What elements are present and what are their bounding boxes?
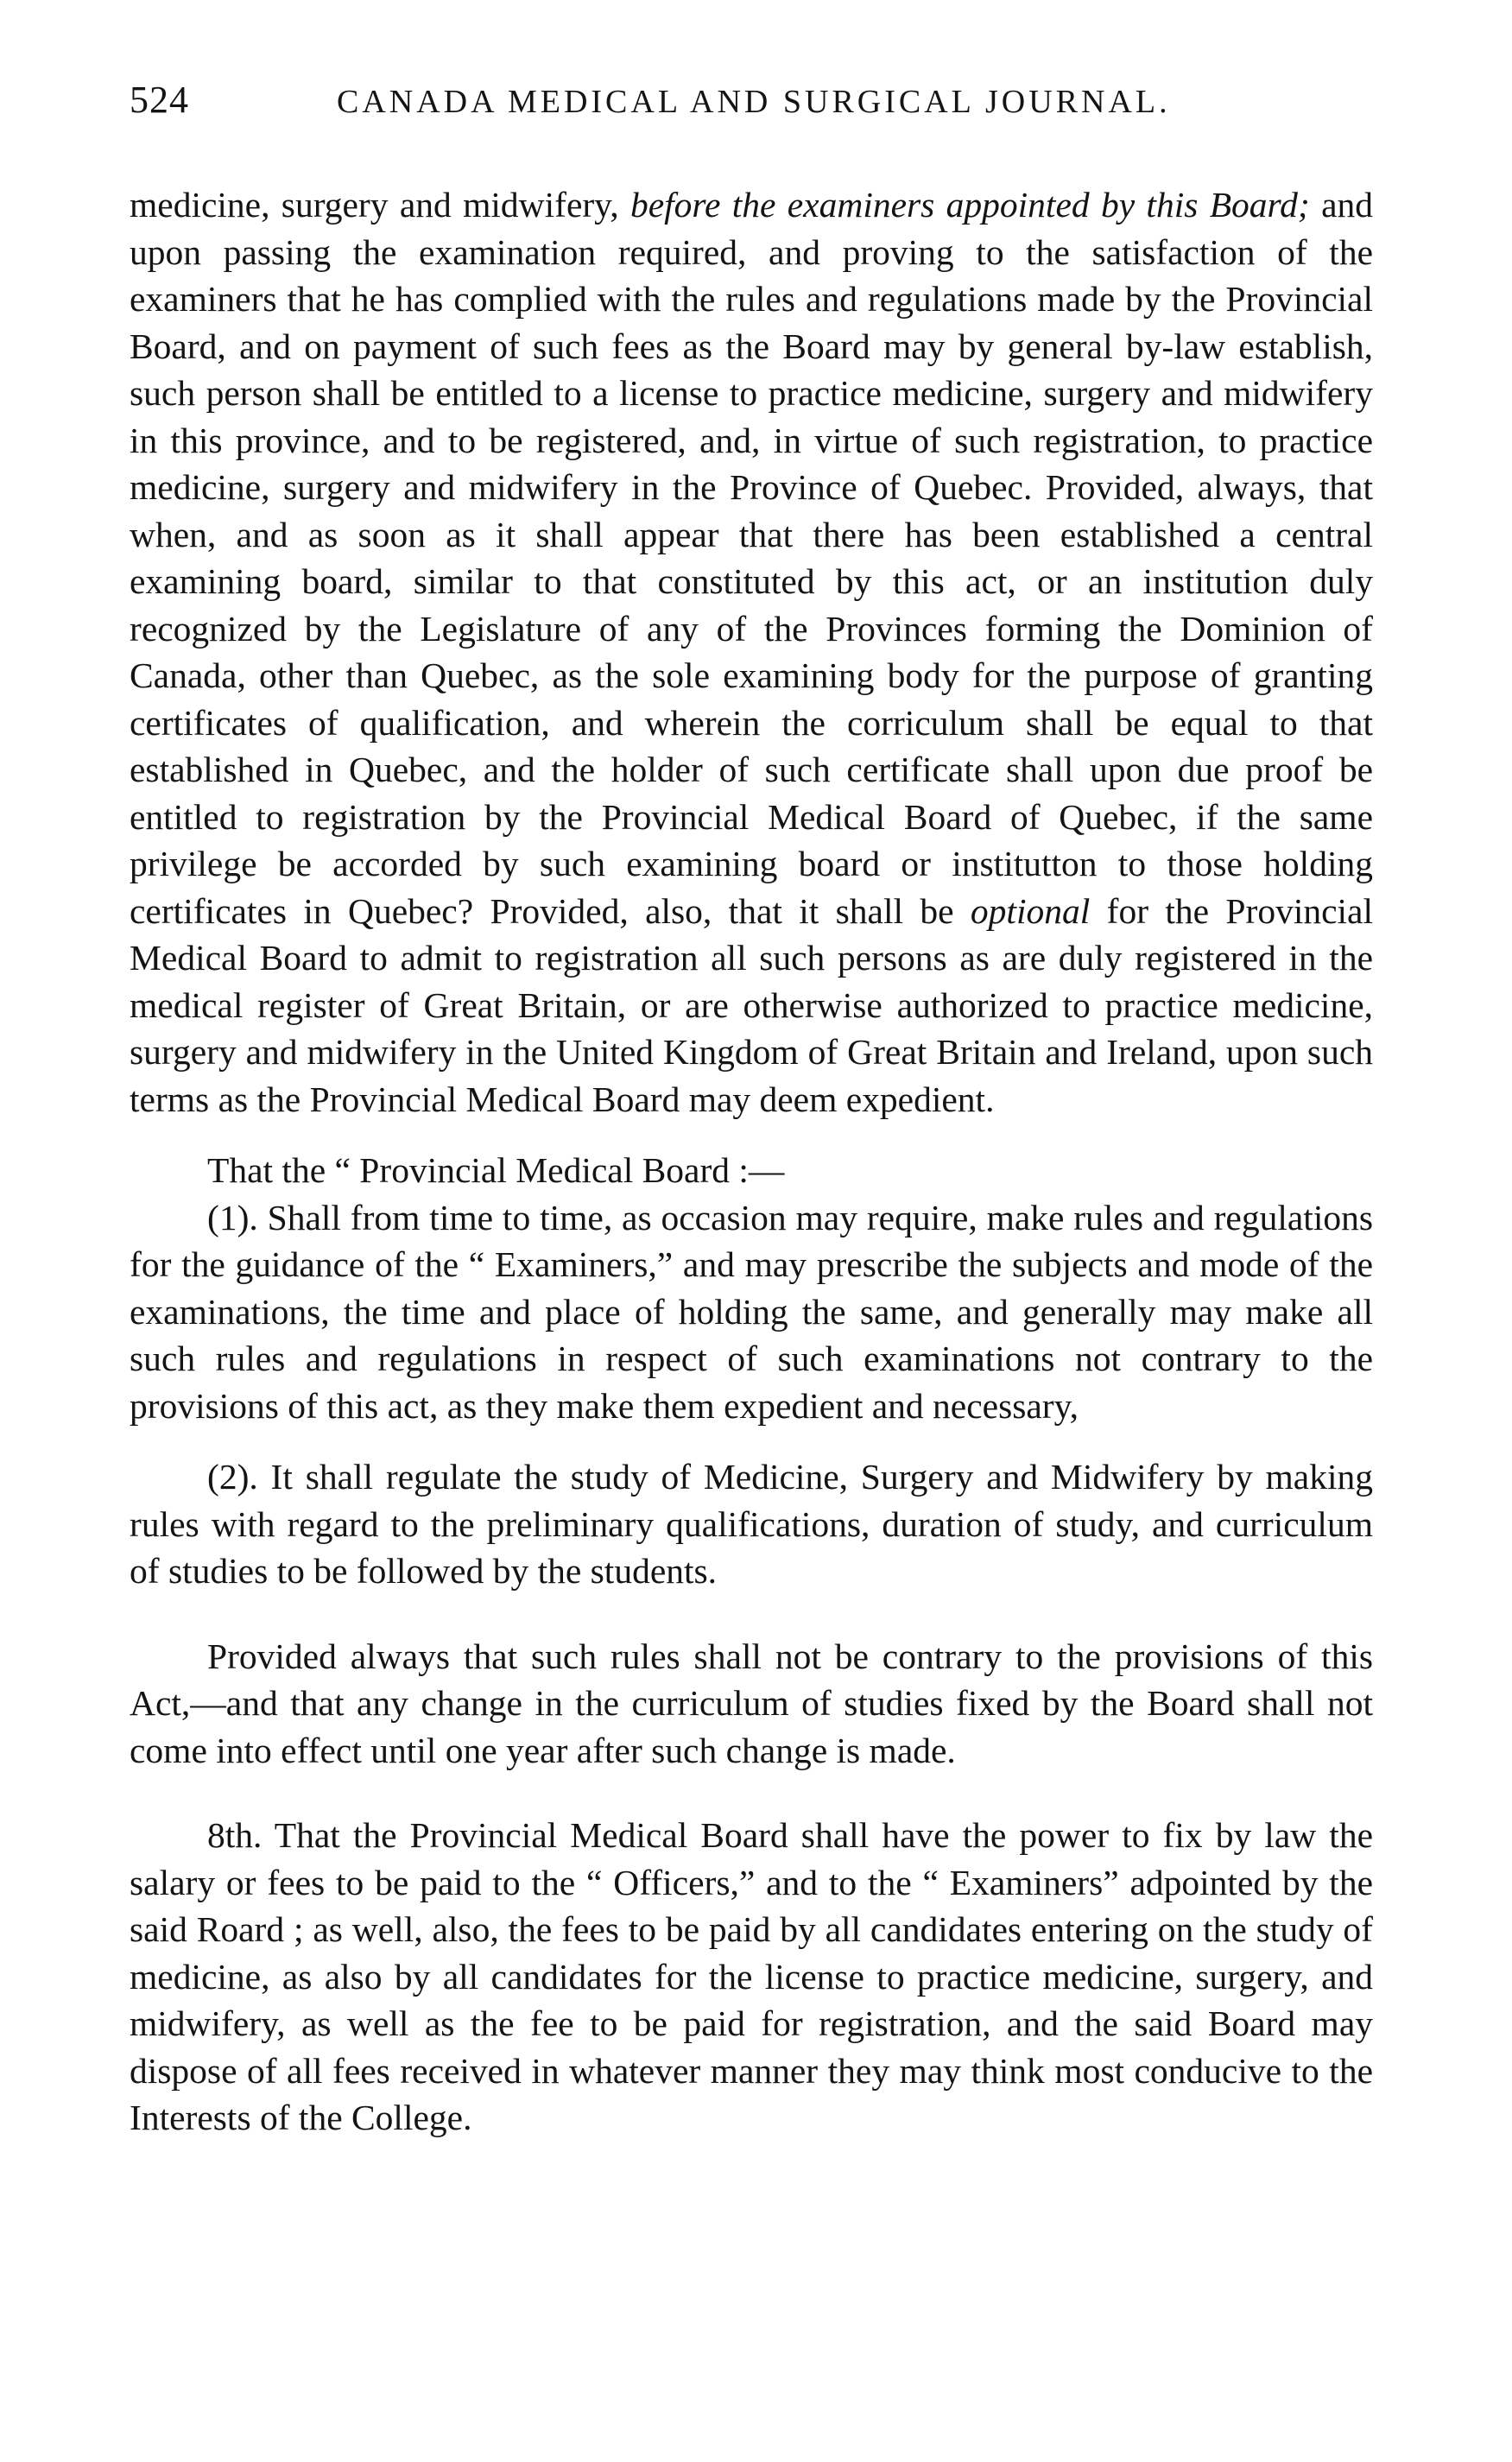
paragraph-proviso: Provided always that such rules shall not be contrary to the provisions of this Act,—and that any change in the curriculum of studies fixed by the Board shall not come into effect until one year after such change is made.	[130, 1636, 1373, 1770]
page-number: 524	[130, 79, 189, 121]
running-head	[130, 78, 1373, 147]
paragraph-section-8: 8th. That the Provincial Medical Board shall have the power to fix by law the salary or fees to be paid to the “ Officers,” and to the “ Examiners” adpointed by the said Roard ; as well, also, the fees to be paid by all candidates entering on the study of medicine, as also by all candidates for the license to practice medicine, surgery, and midwifery, as well as the fee to be paid for registration, and the said Board may dispose of all fees received in whatever manner they may think most conducive to the Interests of the College.	[130, 1815, 1373, 2137]
paragraph-clause-1: (1). Shall from time to time, as occasion may require, make rules and regulations for the guidance of the “ Examiners,” and may prescribe the subjects and mode of the examinations, the time and place of holding the same, and generally may make all such rules and regulations in respect of such examinations not contrary to the provisions of this act, as they make them expedient and necessary,	[130, 1197, 1373, 1426]
paragraph-board-heading: That the “ Provincial Medical Board :—	[207, 1150, 785, 1190]
document-page	[130, 78, 1373, 2142]
paragraph-continuation	[130, 181, 1373, 1123]
italic-word: optional	[970, 890, 1091, 931]
journal-title: CANADA MEDICAL AND SURGICAL JOURNAL.	[337, 84, 1171, 120]
paragraph-clause-2: (2). It shall regulate the study of Medicine, Surgery and Midwifery by making rules with regard to the preliminary qualifications, duration of study, and curriculum of studies to be followed by the students.	[130, 1457, 1373, 1591]
paragraph-text: and upon passing the examination required, and proving to the satisfaction of the examiners that he has complied with the rules and regulations made by the Provincial Board, and on payment of such fees as the Board may by general by-law establish, such person shall be entitled to a license to practice medicine, surgery and midwifery in this province, and to be registered, and, in virtue of such registration, to practice medicine, surgery and midwifery in the Province of Quebec. Provided, always, that when, and as soon as it shall appear that there has been established a central examining board, similar to that constituted by this act, or an institution duly recognized by the Legislature of any of the Provinces forming the Dominion of Canada, other than Quebec, as the sole examining body for the purpose of granting certificates of qualification, and wherein the corriculum shall be equal to that established in Quebec, and the holder of such certificate shall upon due proof be entitled to registration by the Provincial Medical Board of Quebec, if the same privilege be accorded by such examining board or institutton to those holding certificates in Quebec? Provided, also, that it shall be	[130, 185, 1373, 931]
paragraph-text: for the Provincial Medical Board to admit to registration all such persons as are duly registered in the medical register of Great Britain, or are otherwise authorized to practice medicine, surgery and midwifery in the United Kingdom of Great Britain and Ireland, upon such terms as the Provincial Medical Board may deem expedient.	[130, 890, 1373, 1119]
italic-phrase: before the examiners appointed by this Board;	[629, 185, 1310, 225]
paragraph-text: medicine, surgery and midwifery,	[130, 185, 630, 225]
